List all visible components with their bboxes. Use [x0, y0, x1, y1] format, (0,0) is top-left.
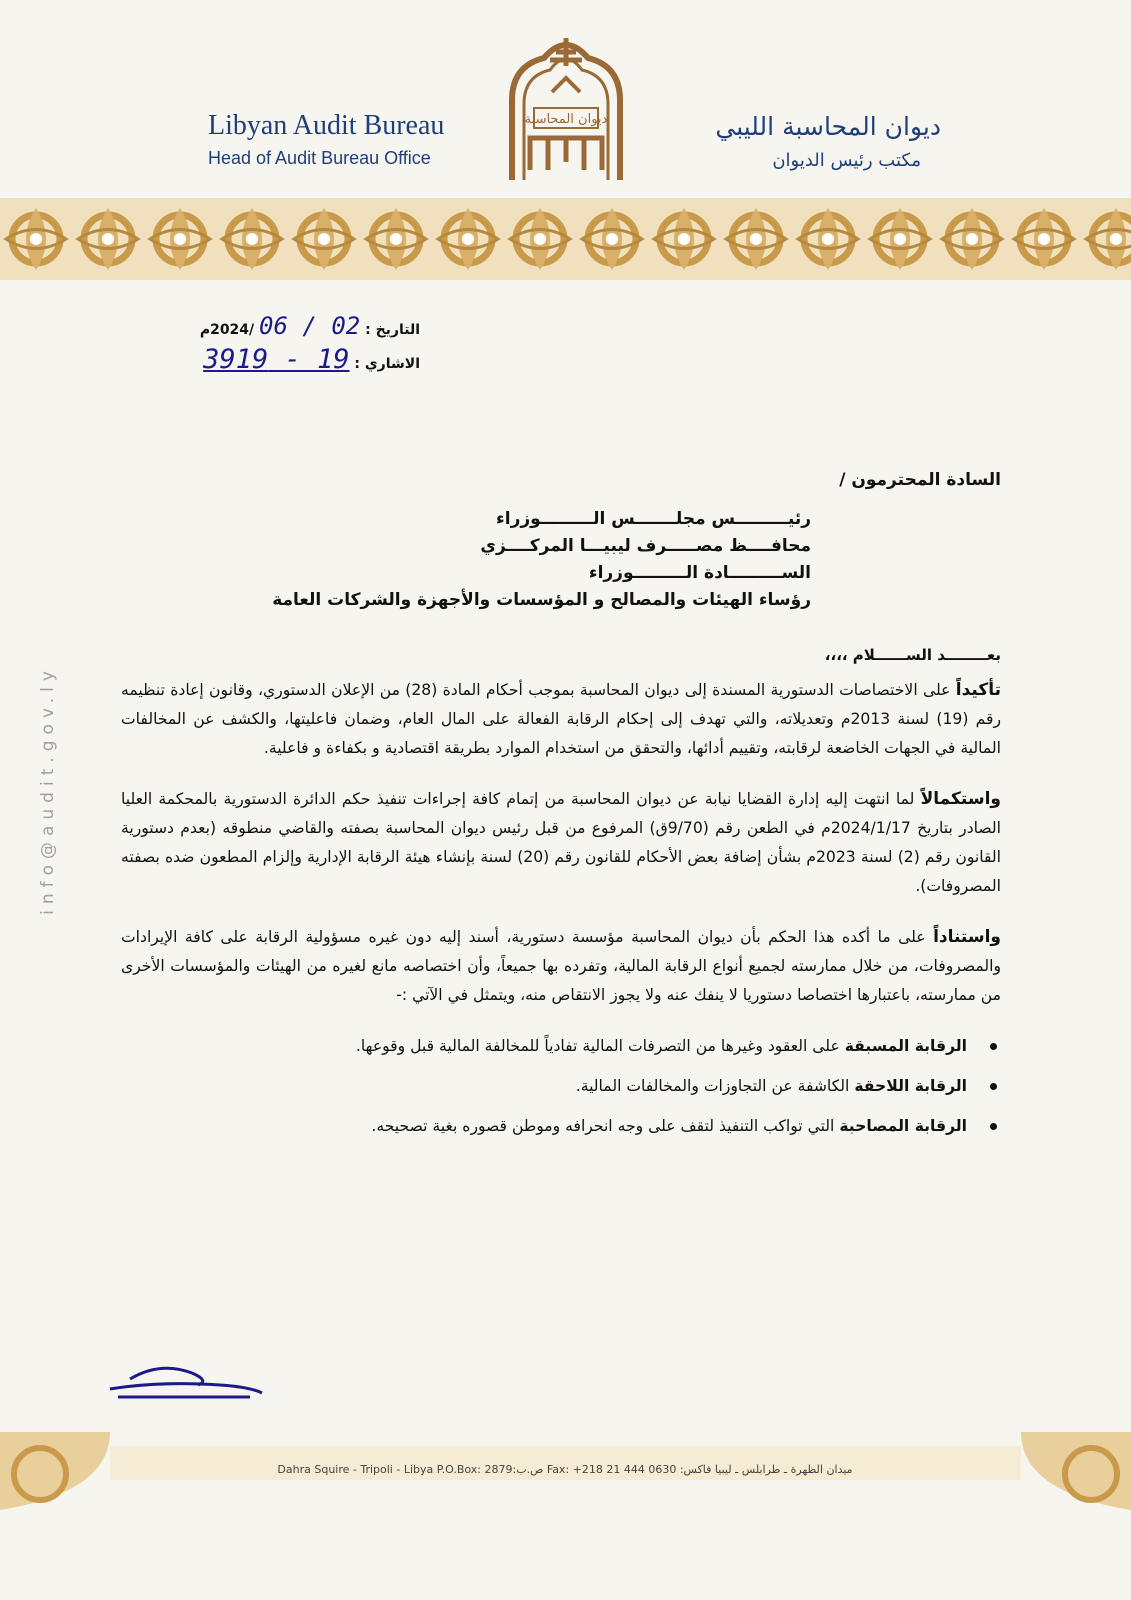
org-name-en: Libyan Audit Bureau	[208, 110, 445, 141]
list-item-title: الرقابة المسبقة	[844, 1037, 967, 1055]
paragraph-text: على ما أكده هذا الحكم بأن ديوان المحاسبة مؤسسة دستورية، أسند إليه دون غيره مسؤولية الرقابة على كافة الإيرادات والمصروفات، من خلال ممارسته لجميع أنواع الرقابة المالية، وتفرده بها جميعاً، وأن اختصاصه مانع لغيره من الهيئات والمؤسسات الأخرى من ممارسته، باعتبارها اختصاصا دستوريا لا ينفك عنه ولا يجوز الانتقاص منه، ويتمثل في الآتي :-	[121, 928, 1001, 1004]
addressee-line: رؤساء الهيئات والمصالح و المؤسسات والأجهزة والشركات العامة	[272, 590, 811, 610]
paragraph	[121, 785, 1001, 901]
paragraph-lead: واستناداً	[933, 927, 1001, 947]
salutation: بعــــــــد الســــــلام ،،،،	[824, 646, 1001, 664]
date-label: التاريخ :	[365, 322, 420, 338]
org-name-ar: ديوان المحاسبة الليبي	[715, 112, 941, 141]
list-item-text: الكاشفة عن التجاوزات والمخالفات المالية.	[575, 1077, 855, 1095]
date-reference-block	[140, 312, 420, 382]
paragraph	[121, 676, 1001, 763]
list-item-title: الرقابة اللاحقة	[854, 1077, 967, 1095]
list-item-text: على العقود وغيرها من التصرفات المالية تفادياً للمخالفة المالية قبل وقوعها.	[355, 1037, 845, 1055]
reference-label: الاشاري :	[354, 356, 420, 372]
list-item-text: التي تواكب التنفيذ لتقف على وجه انحرافه وموطن قصوره بغية تصحيحه.	[371, 1117, 840, 1135]
paragraph	[121, 923, 1001, 1010]
list-item	[121, 1072, 1001, 1100]
date-line	[200, 312, 420, 340]
initials-signature	[100, 1355, 270, 1405]
paragraph-text: لما انتهت إليه إدارة القضايا نيابة عن ديوان المحاسبة من إتمام كافة إجراءات تنفيذ حكم الدائرة الدستورية بالمحكمة العليا الصادر بتاريخ 2024/1/17م في الطعن رقم (9/70ق) المرفوع من قبل رئيس ديوان المحاسبة بصفته والقاضي منطوقه (بعدم دستورية القانون رقم (2) لسنة 2023م بشأن إضافة بعض الأحكام للقانون رقم (20) لسنة بإنشاء هيئة الرقابة الإدارية وإلزام المطعون ضده بصفته المصروفات).	[121, 790, 1001, 895]
office-name-ar: مكتب رئيس الديوان	[772, 150, 921, 171]
list-item	[121, 1032, 1001, 1060]
ornamental-band	[0, 198, 1131, 280]
date-handwritten: 02 / 06	[259, 312, 361, 340]
letter-body	[121, 470, 1001, 1152]
addressee-line: رئيـــــــــس مجلـــــــس الـــــــــوزراء	[496, 509, 811, 529]
list-item-title: الرقابة المصاحبة	[839, 1117, 967, 1135]
bullet-icon	[990, 1123, 997, 1130]
list-item	[121, 1112, 1001, 1140]
greeting: السادة المحترمون /	[839, 470, 1001, 490]
email-watermark: info@audit.gov.ly	[38, 665, 58, 915]
bullet-icon	[990, 1043, 997, 1050]
bullet-icon	[990, 1083, 997, 1090]
addressee-list	[121, 506, 811, 614]
date-printed: /2024م	[199, 322, 255, 338]
audit-bureau-logo	[494, 30, 638, 180]
reference-line	[203, 344, 420, 375]
paragraph-lead: تأكيداً	[955, 680, 1001, 700]
addressee-line: محافــــظ مصـــــرف ليبيـــا المركــــزي	[480, 536, 811, 556]
letterhead	[0, 0, 1131, 200]
logo-text: ديوان المحاسبة	[524, 112, 608, 127]
reference-number: 19 - 3919	[203, 344, 350, 375]
footer-address: Dahra Squire - Tripoli - Libya P.O.Box: 2879:ص.ب Fax: +218 21 444 0630 :ميدان الظهرة ـ طرابلس ـ ليبيا فاكس	[277, 1463, 853, 1476]
office-name-en: Head of Audit Bureau Office	[208, 148, 431, 168]
paragraph-text: على الاختصاصات الدستورية المسندة إلى ديوان المحاسبة بموجب أحكام المادة (28) من الإعلان الدستوري، وقانون إعادة تنظيمه رقم (19) لسنة 2013م وتعديلاته، والتي تهدف إلى إحكام الرقابة الفعالة على المال العام، وضمان فاعليتها، والكشف عن المخالفات المالية في الجهات الخاضعة لرقابته، وتقييم أدائها، والتحقق من استخدام الموارد بطريقة اقتصادية و بكفاءة و فاعلية.	[121, 681, 1001, 757]
addressee-line: الســـــــــادة الـــــــــوزراء	[588, 563, 811, 583]
oversight-types-list	[121, 1032, 1001, 1140]
footer-ornament	[0, 1432, 1131, 1552]
paragraph-lead: واستكمالاً	[920, 789, 1001, 809]
